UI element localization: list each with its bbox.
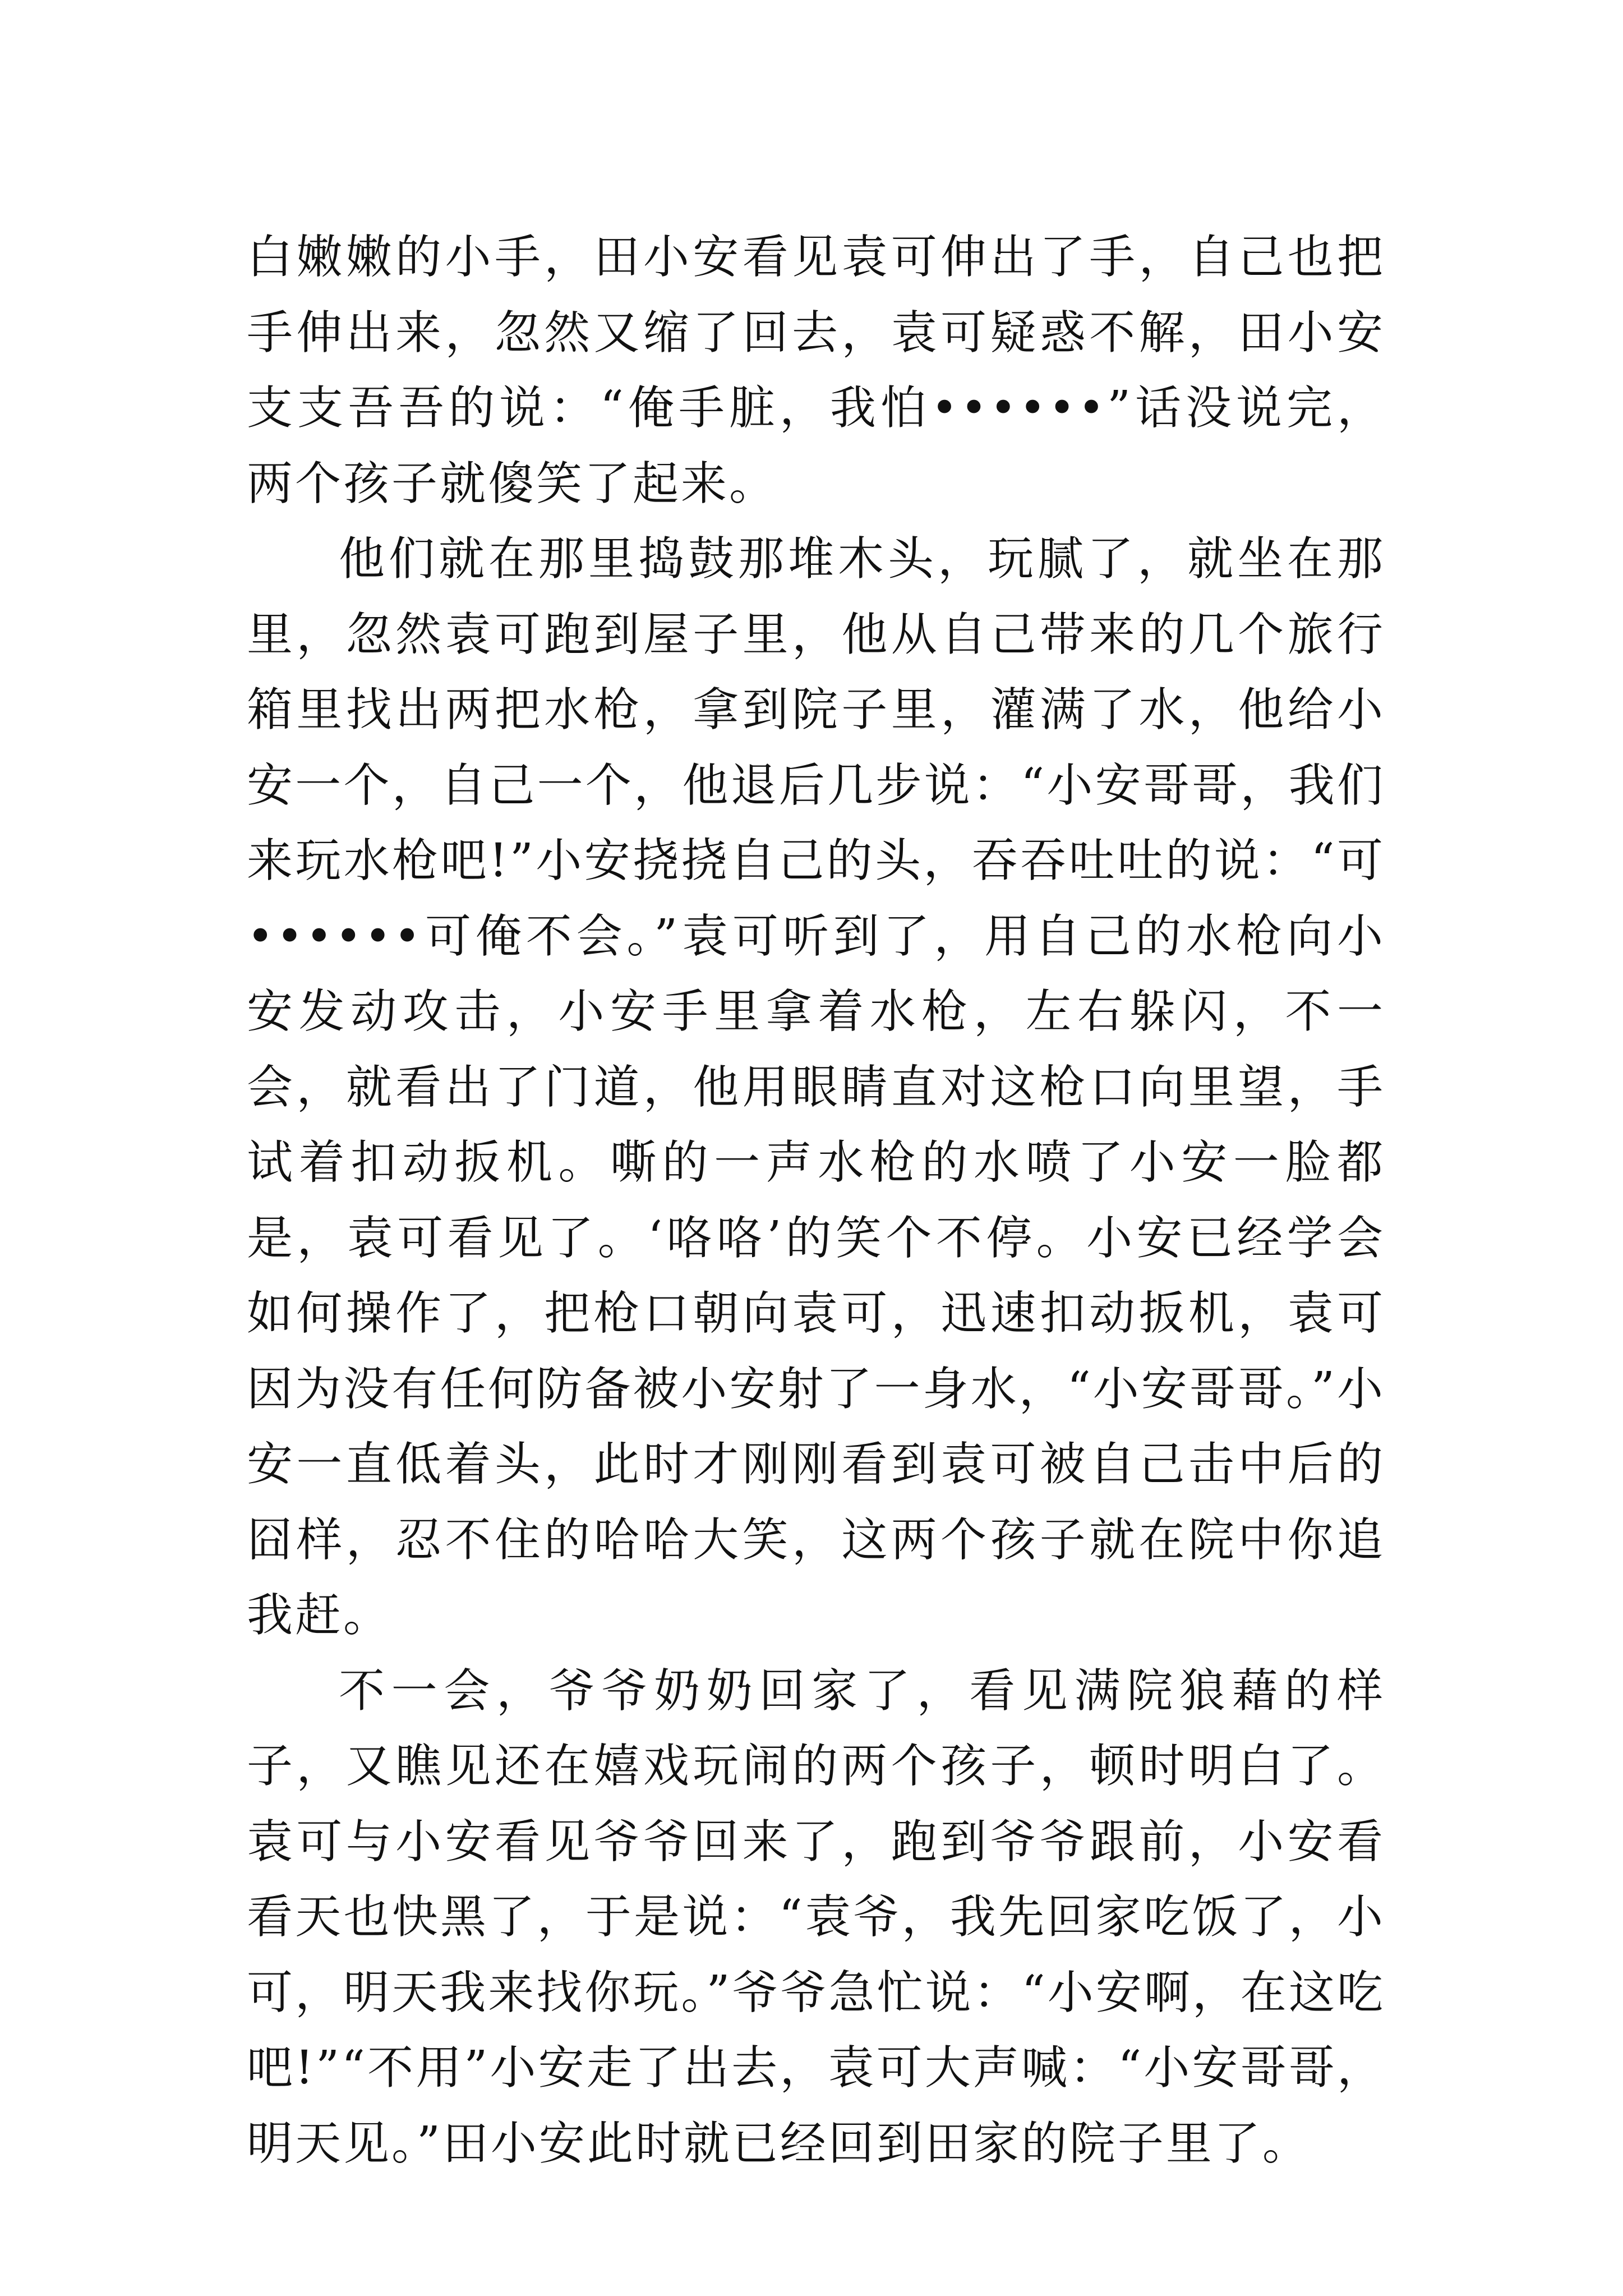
paragraph-3: 不一会，爷爷奶奶回家了，看见满院狼藉的样子，又瞧见还在嬉戏玩闹的两个孩子，顿时明白了。袁可与小安看见爷爷回来了，跑到爷爷跟前，小安看看天也快黑了，于是说：“袁爷，我先回家吃饭了，小可，明天我来找你玩。”爷爷急忙说：“小安啊，在这吃吧!”“不用”小安走了出去，袁可大声喊：“小安哥哥，明天见。”田小安此时就已经回到田家的院子里了。: [247, 1664, 1385, 2170]
paragraph-1: 白嫩嫩的小手，田小安看见袁可伸出了手，自己也把手伸出来，忽然又缩了回去，袁可疑惑不解，田小安支支吾吾的说：“俺手脏，我怕••••••”话没说完，两个孩子就傻笑了起来。: [247, 231, 1385, 510]
body-text: [247, 220, 1385, 2182]
paragraph-2: 他们就在那里捣鼓那堆木头，玩腻了，就坐在那里，忽然袁可跑到屋子里，他从自己带来的几个旅行箱里找出两把水枪，拿到院子里，灌满了水，他给小安一个，自己一个，他退后几步说：“小安哥哥，我们来玩水枪吧!”小安挠挠自己的头，吞吞吐吐的说：“可••••••可俺不会。”袁可听到了，用自己的水枪向小安发动攻击，小安手里拿着水枪，左右躲闪，不一会，就看出了门道，他用眼睛直对这枪口向里望，手试着扣动扳机。嘶的一声水枪的水喷了小安一脸都是，袁可看见了。‘咯咯’的笑个不停。小安已经学会如何操作了，把枪口朝向袁可，迅速扣动扳机，袁可因为没有任何防备被小安射了一身水，“小安哥哥。”小安一直低着头，此时才刚刚看到袁可被自己击中后的囧样，忍不住的哈哈大笑，这两个孩子就在院中你追我赶。: [247, 532, 1385, 1642]
